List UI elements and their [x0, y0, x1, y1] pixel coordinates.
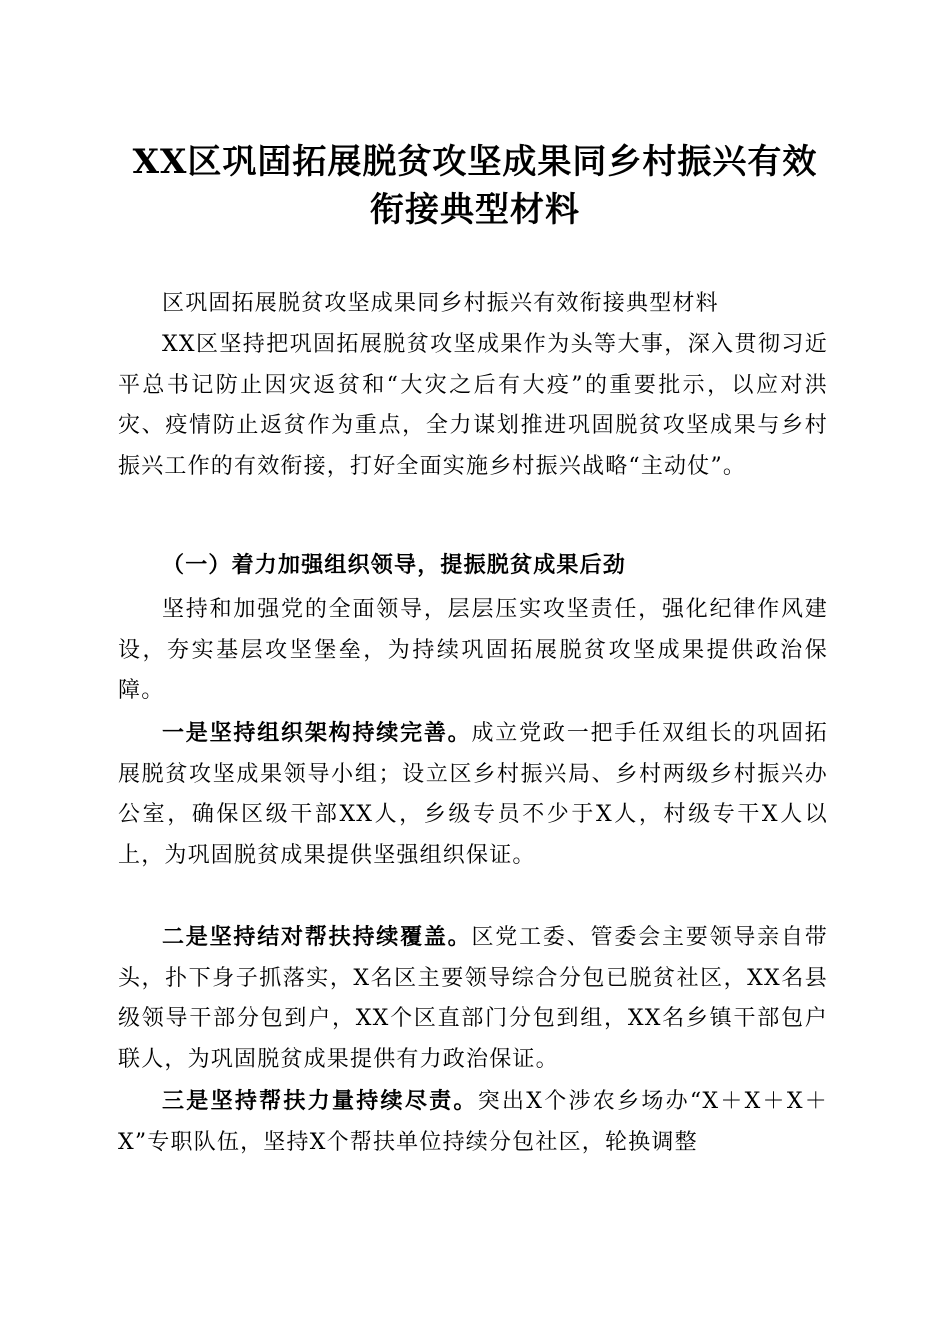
- document-subtitle: 区巩固拓展脱贫攻坚成果同乡村振兴有效衔接典型材料: [162, 291, 719, 316]
- intro-paragraph: XX区坚持把巩固拓展脱贫攻坚成果作为头等大事，深入贯彻习近平总书记防止因灾返贫和“大灾之后有大疫”的重要批示，以应对洪灾、疫情防止返贫作为重点，全力谋划推进巩固脱贫攻坚成果与乡村振兴工作的有效衔接，打好全面实施乡村振兴战略“主动仗”。: [118, 332, 828, 479]
- item-3-body: 突出X个涉农乡场办“X＋X＋X＋X”专职队伍，坚持X个帮扶单位持续分包社区，轮换调整: [118, 1089, 828, 1155]
- item-1-lead: 一是坚持组织架构持续完善。: [162, 720, 472, 746]
- document-title-line-1: XX区巩固拓展脱贫攻坚成果同乡村振兴有效: [132, 142, 818, 182]
- item-1-body: 成立党政一把手任双组长的巩固拓展脱贫攻坚成果领导小组；设立区乡村振兴局、乡村两级乡村振兴办公室，确保区级干部XX人，乡级专员不少于X人，村级专干X人以上，为巩固脱贫成果提供坚强组织保证。: [118, 721, 828, 868]
- section-1-paragraph: 坚持和加强党的全面领导，层层压实攻坚责任，强化纪律作风建设，夯实基层攻坚堡垒，为持续巩固拓展脱贫攻坚成果提供政治保障。: [118, 597, 828, 704]
- document-title-line-2: 衔接典型材料: [370, 190, 580, 230]
- item-2-body: 区党工委、管委会主要领导亲自带头，扑下身子抓落实，X名区主要领导综合分包已脱贫社区，XX名县级领导干部分包到户，XX个区直部门分包到组，XX名乡镇干部包户联人，为巩固脱贫成果提供有力政治保证。: [118, 925, 828, 1072]
- item-2-lead: 二是坚持结对帮扶持续覆盖。: [162, 924, 472, 950]
- item-3-paragraph: [118, 1081, 828, 1163]
- item-1-paragraph: [118, 713, 828, 876]
- section-1-heading: （一）着力加强组织领导，提振脱贫成果后劲: [162, 552, 627, 578]
- item-2-paragraph: [118, 917, 828, 1080]
- item-3-lead: 三是坚持帮扶力量持续尽责。: [162, 1088, 478, 1114]
